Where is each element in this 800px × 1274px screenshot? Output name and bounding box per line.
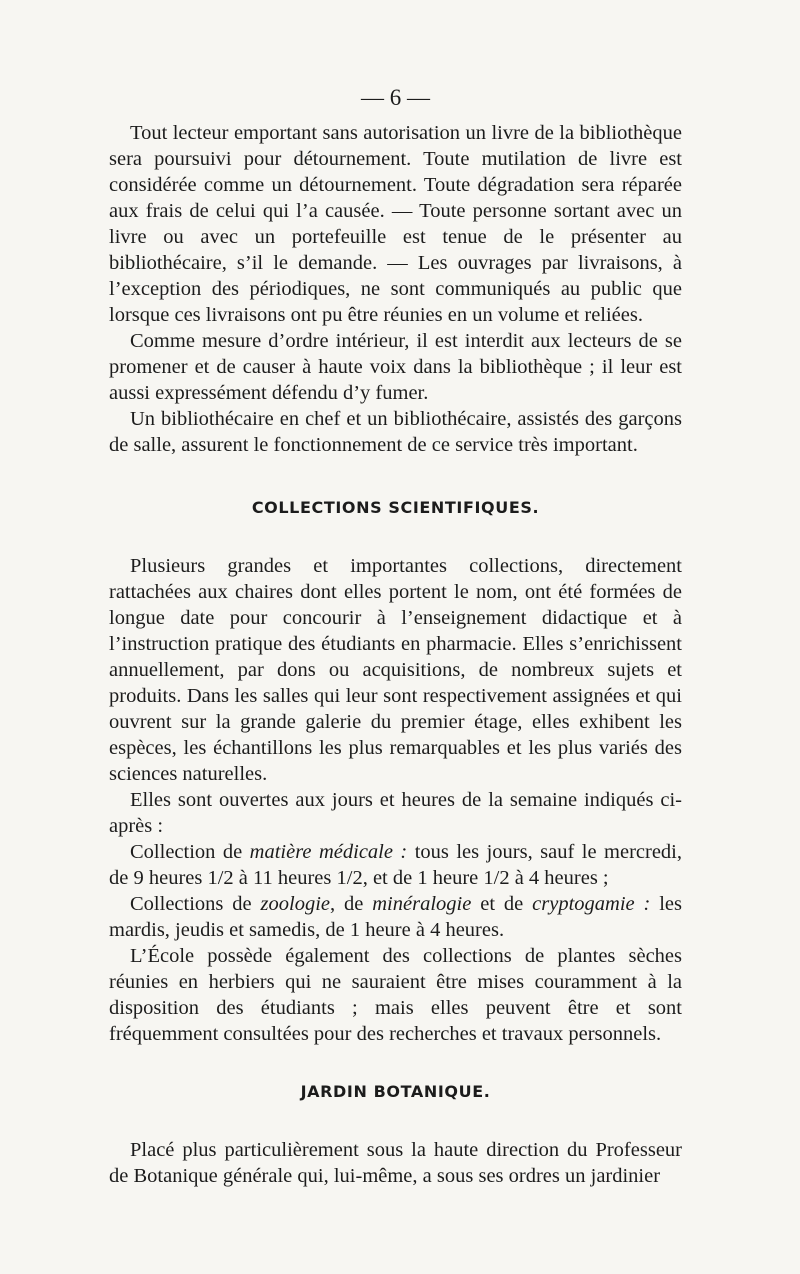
text-run: Collection de (130, 841, 250, 863)
text-run: , de (329, 893, 373, 915)
text-run: les mardis, jeudis et samedis, de 1 heure à 4 heures. (109, 893, 682, 941)
paragraph-bibliothecaire: Un bibliothécaire en chef et un bibliothécaire, assistés des garçons de salle, assurent le fonctionnement de ce service très important. (109, 408, 682, 456)
paragraph-zoologie (109, 891, 682, 943)
page-number: — 6 — (361, 85, 430, 110)
text-run: Collections de (130, 893, 261, 915)
paragraph-ordre-interieur: Comme mesure d’ordre intérieur, il est interdit aux lecteurs de se promener et de causer à haute voix dans la bibliothèque ; il leur est aussi expressément défendu d’y fumer. (109, 330, 682, 404)
text-run: tous les jours, sauf le mercredi, de 9 heures 1/2 à 11 heures 1/2, et de 1 heure 1/2 à 4 heures ; (109, 841, 682, 889)
paragraph-herbiers: L’École possède également des collections de plantes sèches réunies en herbiers qui ne sauraient être mises couramment à la disposition des étudiants ; mais elles peuvent être et sont fréquemment consultées pour des recherches et travaux personnels. (109, 945, 682, 1045)
emphasis-zoologie: zoologie (260, 893, 330, 915)
heading-collections-scientifiques: COLLECTIONS SCIENTIFIQUES. (251, 498, 540, 517)
paragraph-jardin: Placé plus particulièrement sous la haute direction du Professeur de Botanique générale qui, lui-même, a sous ses ordres un jardinier (109, 1139, 682, 1187)
paragraph-matiere-medicale (109, 839, 682, 891)
heading-jardin-botanique: JARDIN BOTANIQUE. (300, 1082, 491, 1101)
text-run: et de (471, 893, 533, 915)
paragraph-collections-intro: Plusieurs grandes et importantes collections, directement rattachées aux chaires dont elles portent le nom, ont été formées de longue date pour concourir à l’enseignement didactique et à l’instruction pratique des étudiants en pharmacie. Elles s’enrichissent annuellement, par dons ou acquisitions, de nombreux sujets et produits. Dans les salles qui leur sont respectivement assignées et qui ouvrent sur la grande galerie du premier étage, elles exhibent les espèces, les échantillons les plus remarquables et les plus variés des sciences naturelles. (109, 555, 682, 785)
paragraph-horaires-intro: Elles sont ouvertes aux jours et heures de la semaine indiqués ci-après : (109, 789, 682, 837)
emphasis-cryptogamie: cryptogamie : (532, 893, 651, 915)
emphasis-mineralogie: minéralogie (372, 893, 472, 915)
emphasis-matiere-medicale: matière médicale : (249, 841, 408, 863)
paragraph-lecteur-emport: Tout lecteur emportant sans autorisation un livre de la bibliothèque sera poursuivi pour détournement. Toute mutilation de livre est considérée comme un détournement. Toute dégradation sera réparée aux frais de celui qui l’a causée. — Toute personne sortant avec un livre ou avec un portefeuille est tenue de le présenter au bibliothécaire, s’il le demande. — Les ouvrages par livraisons, à l’exception des périodiques, ne sont communiqués au public que lorsque ces livraisons ont pu être réunies en un volume et reliées. (109, 122, 682, 326)
